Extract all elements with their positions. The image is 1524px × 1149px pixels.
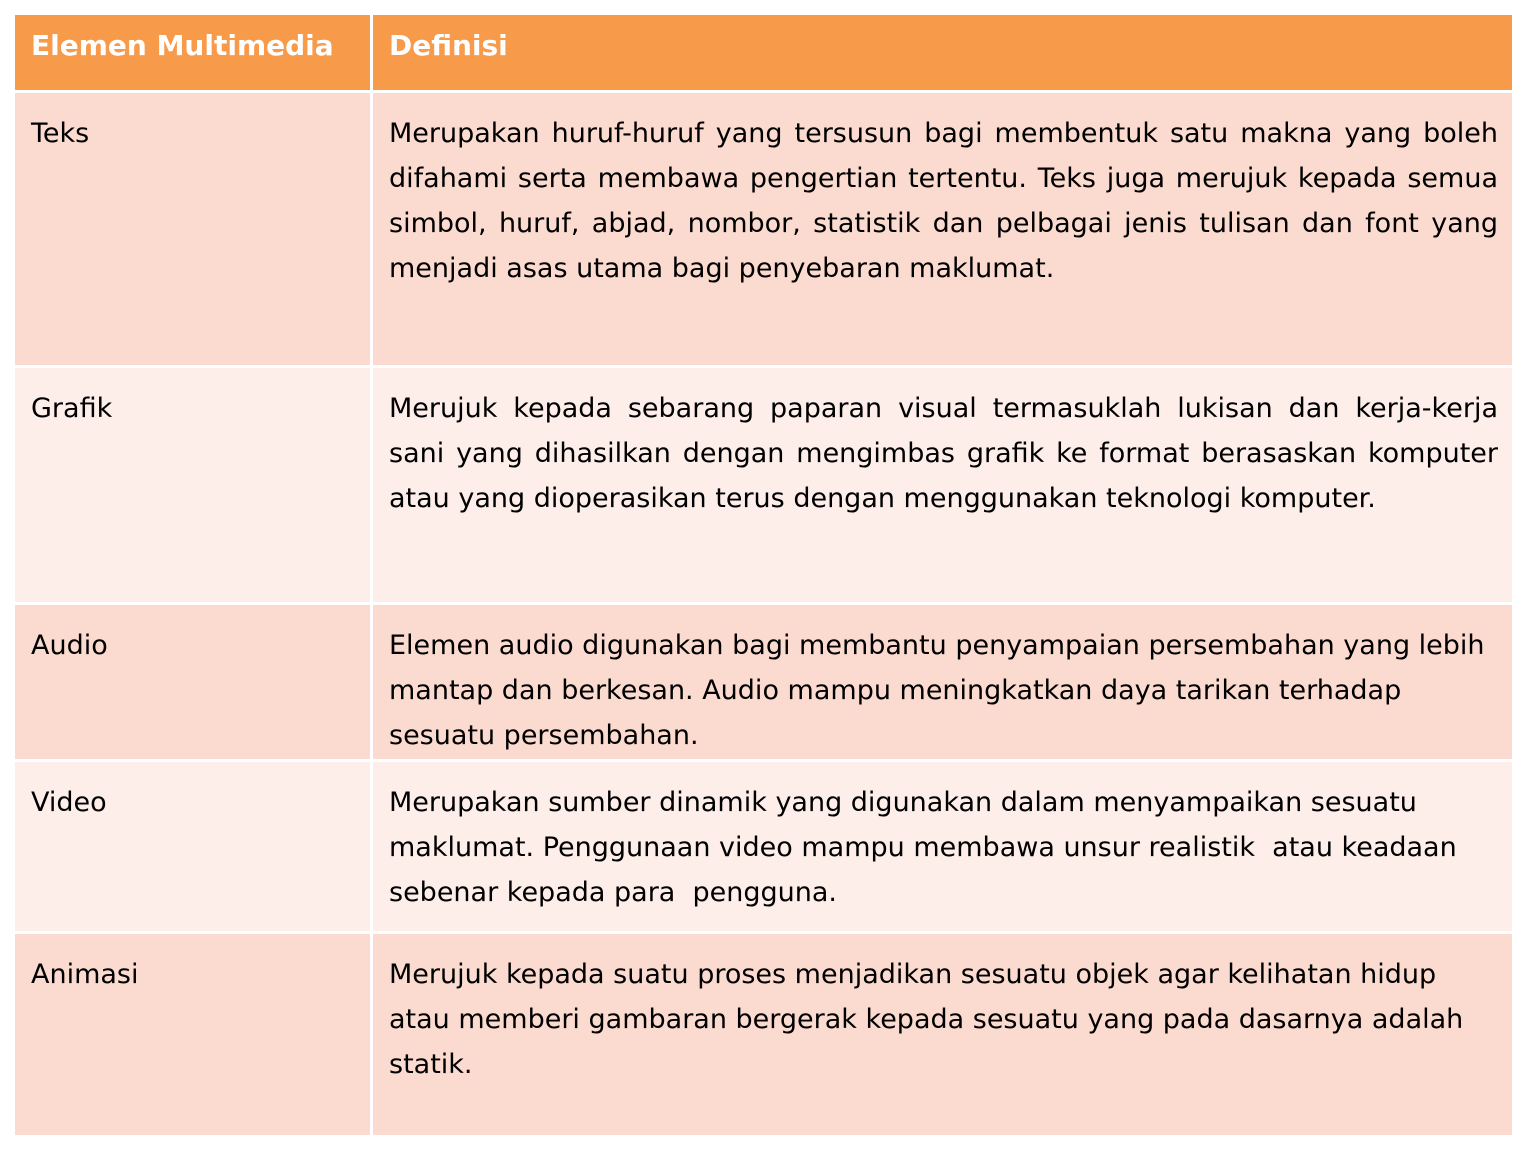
element-definition-animasi: Merujuk kepada suatu proses menjadikan sesuatu objek agar kelihatan hidup atau memberi gambaran bergerak kepada sesuatu yang pada dasarnya adalah statik. [372,933,1514,1137]
table-row [14,92,1514,367]
table-row [14,367,1514,604]
header-element: Elemen Multimedia [14,14,372,92]
table-row [14,604,1514,761]
element-name-audio: Audio [14,604,372,761]
table-row [14,933,1514,1137]
element-definition-grafik: Merujuk kepada sebarang paparan visual termasuklah lukisan dan kerja-kerja sani yang dihasilkan dengan mengimbas grafik ke format berasaskan komputer atau yang dioperasikan terus dengan menggunakan teknologi komputer. [372,367,1514,604]
element-definition-teks: Merupakan huruf-huruf yang tersusun bagi membentuk satu makna yang boleh difahami serta membawa pengertian tertentu. Teks juga merujuk kepada semua simbol, huruf, abjad, nombor, statistik dan pelbagai jenis tulisan dan font yang menjadi asas utama bagi penyebaran maklumat. [372,92,1514,367]
element-name-grafik: Grafik [14,367,372,604]
element-name-animasi: Animasi [14,933,372,1137]
header-row [14,14,1514,92]
header-definition: Definisi [372,14,1514,92]
multimedia-elements-table [12,12,1515,1138]
element-definition-audio: Elemen audio digunakan bagi membantu penyampaian persembahan yang lebih mantap dan berkesan. Audio mampu meningkatkan daya tarikan terhadap sesuatu persembahan. [372,604,1514,761]
table-row [14,761,1514,933]
element-name-teks: Teks [14,92,372,367]
element-name-video: Video [14,761,372,933]
element-definition-video: Merupakan sumber dinamik yang digunakan dalam menyampaikan sesuatu maklumat. Penggunaan video mampu membawa unsur realistik atau keadaan sebenar kepada para pengguna. [372,761,1514,933]
